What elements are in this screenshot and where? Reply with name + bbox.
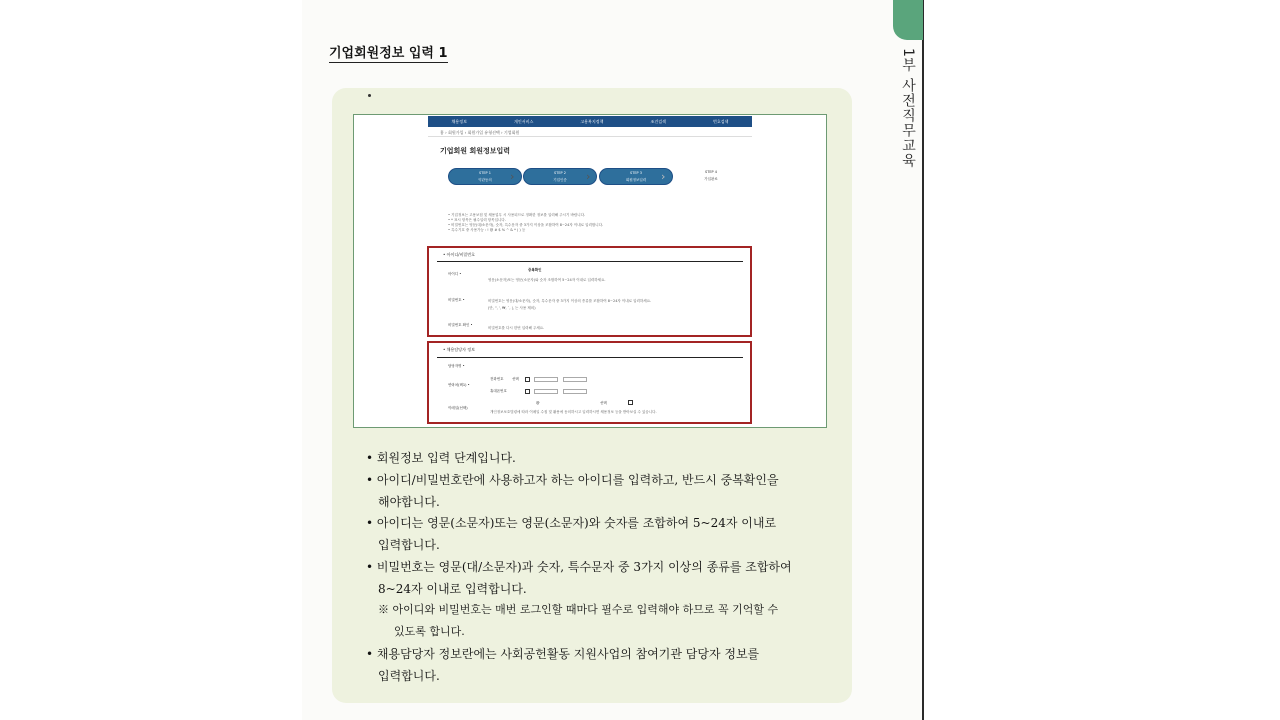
- email-at: @: [536, 401, 540, 405]
- bullet-item: • 비밀번호는 영문(대/소문자)과 숫자, 특수문자 중 3가지 이상의 종류를 조합하여: [366, 560, 792, 574]
- chevron-right-icon: ›: [661, 170, 666, 183]
- notice-item: • 비밀번호는 영문(대/소문자), 숫자, 특수문자 중 3가지 이상을 조합하여 8~24자 이내로 입력합니다.: [448, 223, 604, 227]
- nav-item[interactable]: 채용정보: [451, 118, 467, 124]
- bullet-continuation: 8~24자 이내로 입력합니다.: [378, 582, 527, 596]
- step-4: STEP 4 가입완료: [704, 170, 718, 181]
- divider: [437, 357, 743, 358]
- page-edge-line: [922, 0, 924, 720]
- id-help: 영문(소문자)또는 영문(소문자)와 숫자 조합하여 5~24자 이내로 입력하세요.: [488, 278, 606, 282]
- bullet-item: • 아이디는 영문(소문자)또는 영문(소문자)와 숫자를 조합하여 5~24자 이내로: [366, 516, 777, 530]
- phone-label: 연락처(택1) •: [448, 383, 470, 387]
- notice-list: [448, 213, 603, 233]
- chevron-right-icon: ›: [586, 170, 591, 183]
- nav-item[interactable]: 고용복지정책: [580, 118, 604, 124]
- pw-help: 비밀번호는 영문(대/소문자), 숫자, 특수문자 중 3가지 이상의 종류를 조합하여 8~24자 이내로 입력하세요.: [488, 299, 652, 303]
- pw-confirm-help: 비밀번호를 다시 한번 입력해 주세요.: [488, 326, 545, 330]
- mobile-input[interactable]: [563, 389, 587, 394]
- dropdown-arrow-icon[interactable]: [628, 400, 633, 405]
- section-title: 기업회원정보 입력 1: [329, 42, 448, 63]
- account-box: [427, 246, 752, 337]
- nav-item[interactable]: 조건검색: [650, 118, 666, 124]
- chapter-tab: [893, 0, 923, 40]
- nav-item[interactable]: 개인서비스: [513, 118, 534, 124]
- bullet-continuation: 입력합니다.: [378, 538, 440, 552]
- chevron-right-icon: ›: [510, 170, 515, 183]
- pw-help-note: (단, ", ', ₩, `, |, 는 사용 제외): [488, 306, 536, 310]
- email-label: 이메일(선택): [448, 406, 468, 410]
- dropdown-arrow-icon[interactable]: [525, 389, 530, 394]
- chapter-title: 1부 사전직무교육: [900, 48, 916, 169]
- bullet-continuation: 해야합니다.: [378, 495, 440, 509]
- tel-label: 전화번호: [490, 377, 504, 381]
- pw-label: 비밀번호 •: [448, 298, 465, 302]
- email-select[interactable]: 선택: [600, 401, 607, 405]
- breadcrumb: 홈 › 회원가입 › 회원가입 유형선택 › 기업회원: [440, 130, 520, 135]
- dup-check-button[interactable]: 중복확인: [528, 268, 542, 272]
- step-1: STEP 1 약관동의: [448, 168, 522, 185]
- name-label: 담당자명 •: [448, 364, 465, 368]
- step-2: STEP 2 기업인증: [523, 168, 597, 185]
- page-title: 기업회원 회원정보입력: [440, 147, 511, 155]
- notice-item: • 특수기호 중 사용가능 : ! @ # $ % ^ & * ( ) 등: [448, 228, 526, 232]
- notice-item: • 기업정보는 고용보험 및 채용업무 시 사용되므로 정확한 정보를 입력해 주시기 바랍니다.: [448, 213, 586, 217]
- divider: [437, 261, 743, 262]
- tel-select[interactable]: 선택: [512, 377, 519, 381]
- contact-box-title: • 채용담당자 정보: [443, 347, 475, 352]
- mobile-label: 휴대폰번호: [490, 389, 507, 393]
- notice-item: • * 표시 항목은 필수입력 항목입니다.: [448, 218, 506, 222]
- nav-item[interactable]: 번호검색: [713, 118, 729, 124]
- bullet-item: • 채용담당자 정보란에는 사회공헌활동 지원사업의 참여기관 담당자 정보를: [366, 647, 760, 661]
- note-continuation: 있도록 합니다.: [394, 625, 465, 638]
- bullet-item: • 회원정보 입력 단계입니다.: [366, 451, 516, 465]
- tel-input[interactable]: [563, 377, 587, 382]
- divider: [428, 136, 752, 137]
- mobile-input[interactable]: [534, 389, 558, 394]
- email-help: 개인정보보호법령에 따라 이메일 수집 및 활용에 동의하시고 입력하시면 채용정보 등을 받아보실 수 있습니다.: [490, 410, 657, 414]
- pw-confirm-label: 비밀번호 확인 •: [448, 323, 473, 327]
- account-box-title: • 아이디/비밀번호: [443, 252, 476, 257]
- bullet-continuation: 입력합니다.: [378, 669, 440, 683]
- tel-input[interactable]: [534, 377, 558, 382]
- bullet-item: • 아이디/비밀번호란에 사용하고자 하는 아이디를 입력하고, 반드시 중복확인을: [366, 473, 779, 487]
- id-label: 아이디 •: [448, 272, 462, 276]
- note-item: ※ 아이디와 비밀번호는 매번 로그인할 때마다 필수로 입력해야 하므로 꼭 기억할 수: [378, 603, 779, 616]
- site-nav: [428, 116, 752, 127]
- step-3: STEP 3 회원정보입력: [599, 168, 673, 185]
- dropdown-arrow-icon[interactable]: [525, 377, 530, 382]
- speck: [368, 94, 371, 97]
